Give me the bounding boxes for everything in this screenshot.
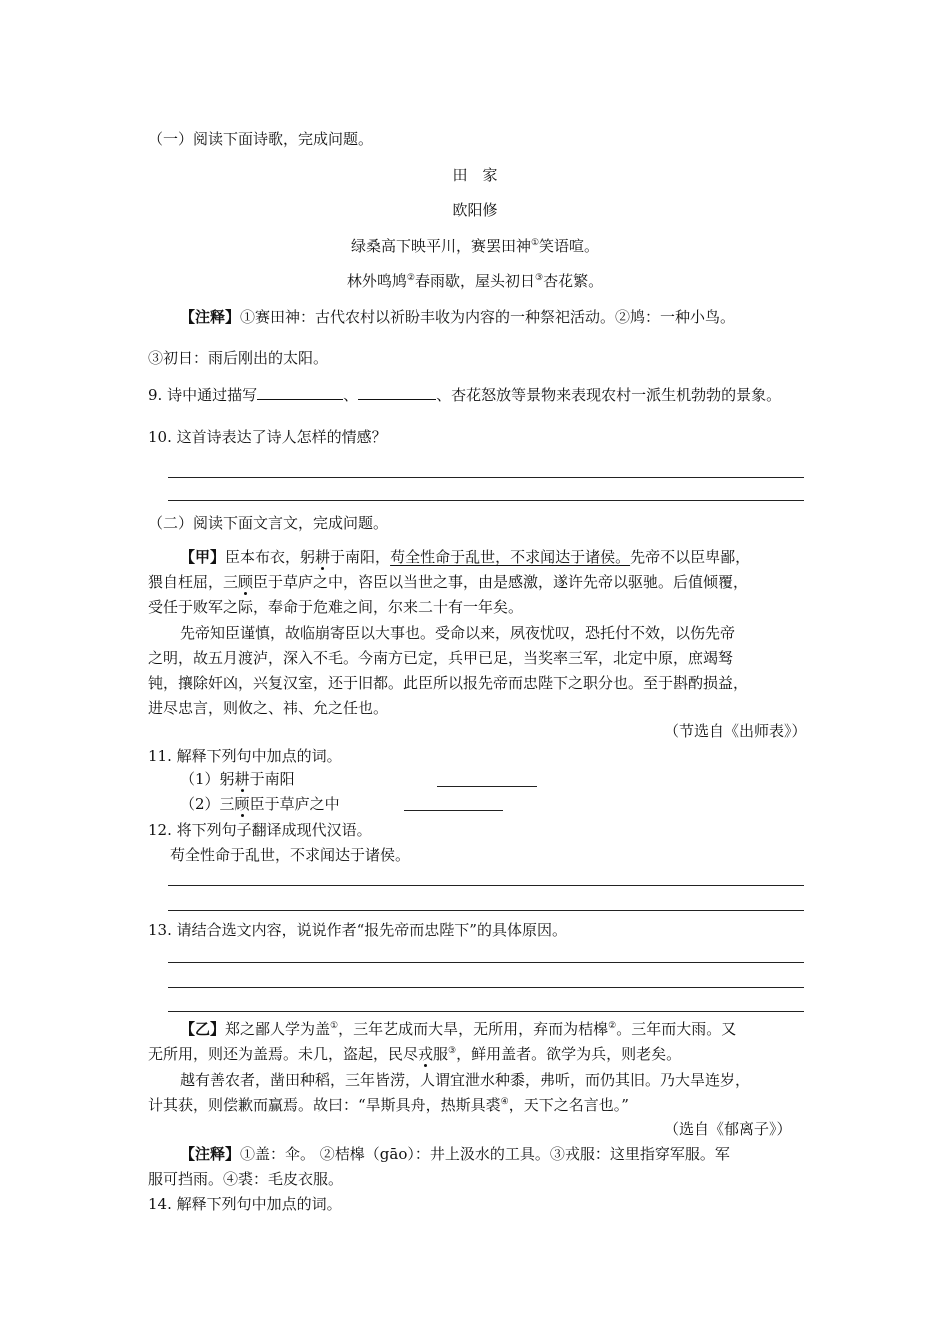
source-yulizi: （选自《郁离子》） [664, 1120, 792, 1138]
jia-para2-line1: 先帝知臣谨慎，故临崩寄臣以大事也。受命以来，夙夜忧叹，恐托付不效，以伤先帝 [180, 624, 736, 642]
q12-answer-line-2[interactable] [168, 910, 804, 911]
yi-para1-line2: 无所用，则还为盖焉。未几，盗起，民尽戎服③，鲜用盖者。欲学为兵，则老矣。 [148, 1045, 682, 1063]
q12-sentence: 苟全性命于乱世，不求闻达于诸侯。 [170, 846, 411, 864]
poem-line-1: 绿桑高下映平川，赛罢田神①笑语喧。 [350, 237, 600, 255]
section-intro-poem: （一）阅读下面诗歌，完成问题。 [148, 130, 374, 148]
question-10: 10. 这首诗表达了诗人怎样的情感？ [148, 428, 387, 446]
question-14: 14. 解释下列句中加点的词。 [148, 1195, 342, 1213]
question-9: 9. 诗中通过描写 、 、杏花怒放等景物来表现农村一派生机勃勃的景象。 [148, 383, 781, 406]
poem-note: 【注释】①赛田神：古代农村以祈盼丰收为内容的一种祭祀活动。②鸠：一种小鸟。 [180, 308, 736, 326]
q10-answer-line-1[interactable] [168, 477, 804, 478]
poem-title: 田 家 [452, 166, 498, 184]
yi-para2-line2: 计其获，则偿歉而赢焉。故曰：“旱斯具舟，热斯具裘④，天下之名言也。” [148, 1096, 629, 1114]
poem-note-cont: ③初日：雨后刚出的太阳。 [148, 349, 329, 367]
jia-para1-line3: 受任于败军之际，奉命于危难之间，尔来二十有一年矣。 [148, 598, 524, 616]
yi-para2-line1: 越有善农者，凿田种稻，三年皆涝，人谓宜泄水种黍，弗听，而仍其旧。乃大旱连岁， [180, 1071, 751, 1089]
jia-para2-line2: 之明，故五月渡泸，深入不毛。今南方已定，兵甲已足，当奖率三军，北定中原，庶竭驽 [148, 649, 734, 667]
yi-note-line1: 【注释】①盖：伞。 ②桔槔（gāo）：井上汲水的工具。③戎服：这里指穿军服。军 [180, 1145, 730, 1163]
yi-note-line2: 服可挡雨。④裘：毛皮衣服。 [148, 1170, 344, 1188]
question-11: 11. 解释下列句中加点的词。 [148, 747, 342, 765]
source-chushibiao: （节选自《出师表》） [664, 722, 807, 740]
dotted-char: 耕 [315, 548, 331, 566]
dotted-char: 顾 [238, 573, 254, 591]
jia-para1-line2: 猥自枉屈，三顾臣于草庐之中，咨臣以当世之事，由是感激，遂许先帝以驱驰。后值倾覆， [148, 573, 749, 591]
question-13: 13. 请结合选文内容，说说作者“报先帝而忠陛下”的具体原因。 [148, 921, 567, 939]
dotted-char: 耕 [234, 770, 250, 788]
underlined-sentence: 苟全性命于乱世，不求闻达于诸侯。 [390, 548, 631, 566]
q12-answer-line-1[interactable] [168, 885, 804, 886]
q13-answer-line-2[interactable] [168, 987, 804, 988]
poem-line-2: 林外鸣鸠②春雨歇，屋头初日③杏花繁。 [346, 272, 604, 290]
poem-author: 欧阳修 [452, 201, 498, 219]
q11-blank-2[interactable] [404, 810, 503, 811]
q11-item-2: （2）三顾臣于草庐之中 [180, 795, 340, 813]
question-12: 12. 将下列句子翻译成现代汉语。 [148, 821, 372, 839]
q11-item-1: （1）躬耕于南阳 [180, 770, 295, 788]
dotted-char: 戎 [418, 1045, 434, 1063]
q13-answer-line-1[interactable] [168, 962, 804, 963]
yi-para1-line1: 【乙】郑之鄙人学为盖①，三年艺成而大旱，无所用，弃而为桔槔②。三年而大雨。又 [180, 1020, 737, 1038]
jia-para2-line3: 钝，攘除奸凶，兴复汉室，还于旧都。此臣所以报先帝而忠陛下之职分也。至于斟酌损益， [148, 674, 749, 692]
q9-blank-2[interactable] [358, 383, 436, 400]
section-intro-classical: （二）阅读下面文言文，完成问题。 [148, 514, 389, 532]
jia-para1-line1: 【甲】臣本布衣，躬耕于南阳，苟全性命于乱世，不求闻达于诸侯。先帝不以臣卑鄙， [180, 548, 751, 566]
q9-blank-1[interactable] [257, 383, 343, 400]
q13-answer-line-3[interactable] [168, 1011, 804, 1012]
dotted-char: 顾 [234, 795, 250, 813]
jia-para2-line4: 进尽忠言，则攸之、祎、允之任也。 [148, 699, 389, 717]
q10-answer-line-2[interactable] [168, 500, 804, 501]
q11-blank-1[interactable] [437, 786, 537, 787]
